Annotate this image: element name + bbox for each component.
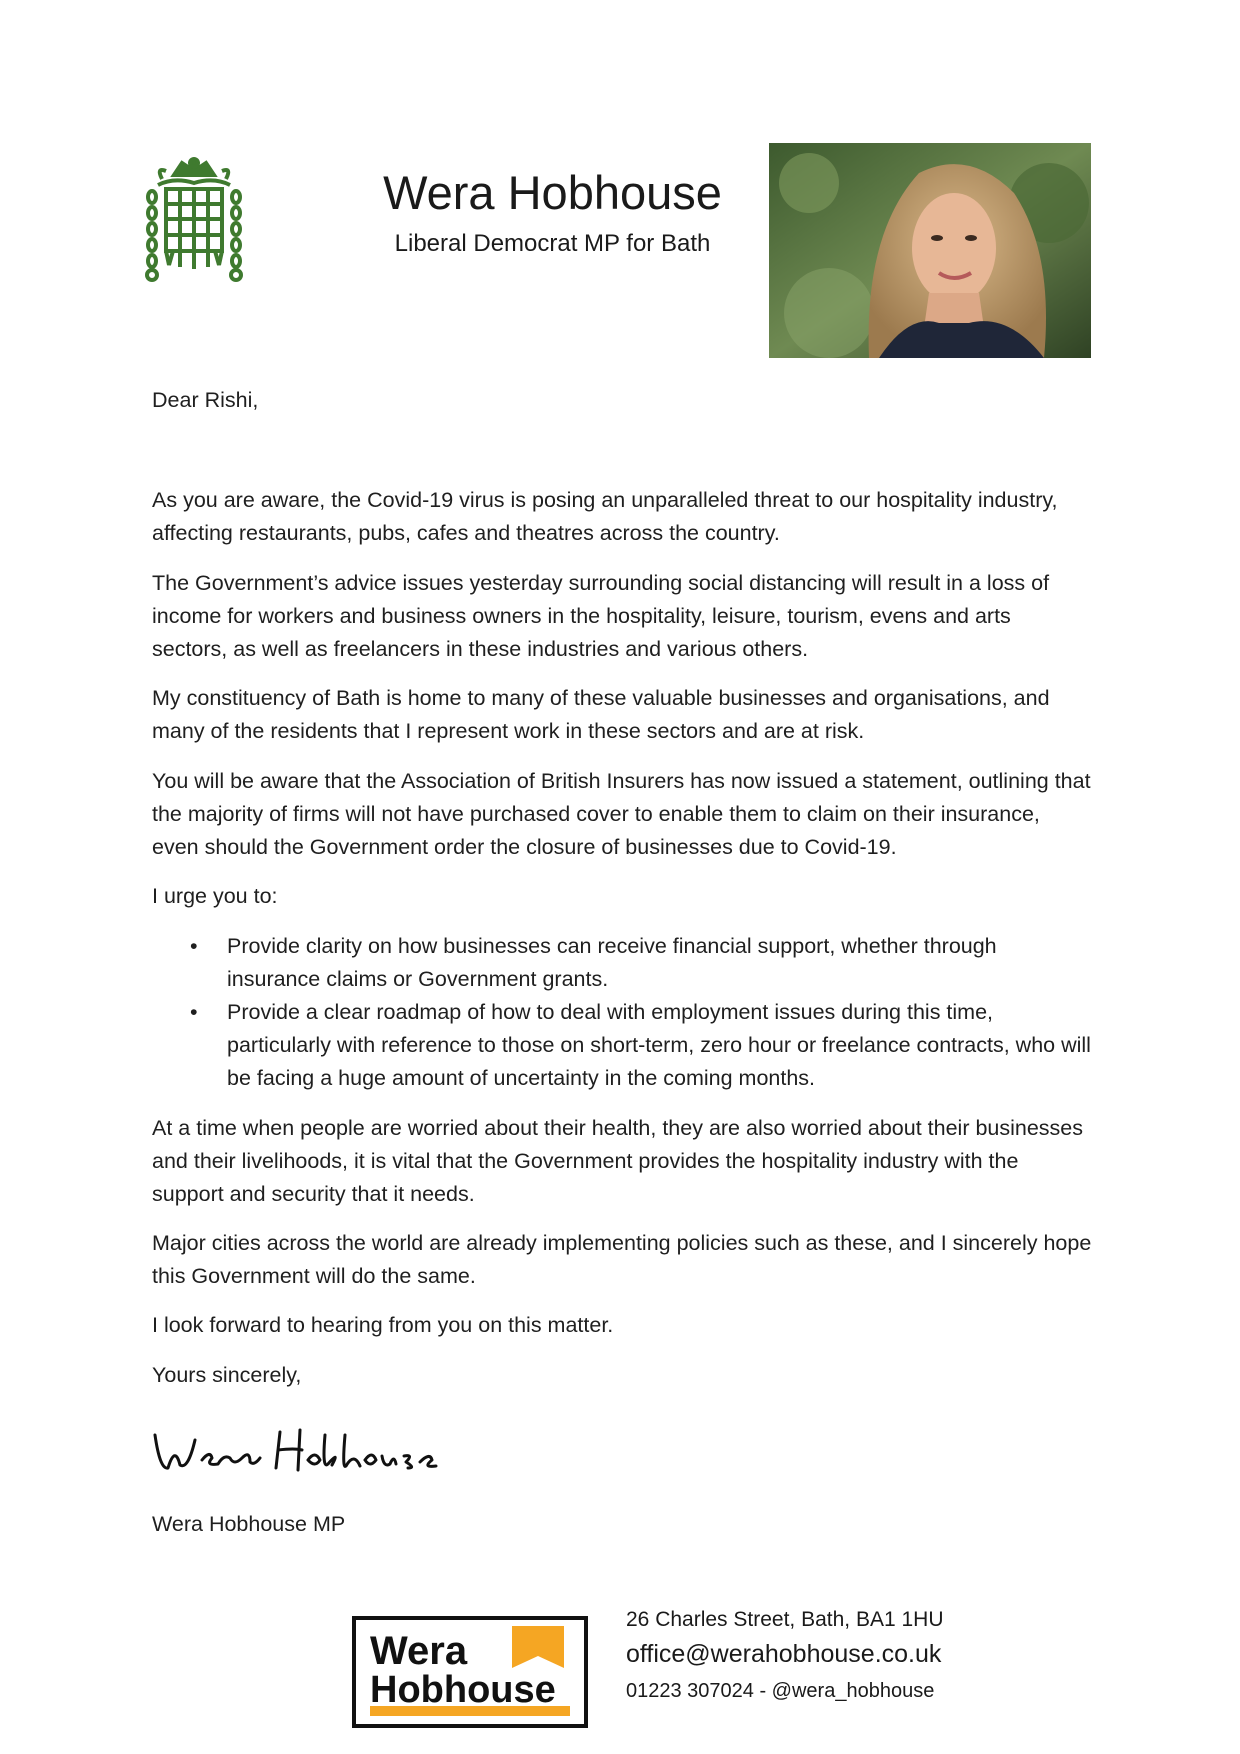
handwritten-signature	[150, 1420, 450, 1490]
bullet-list	[152, 930, 1092, 1095]
list-item	[152, 996, 1092, 1095]
bullet-text: Provide a clear roadmap of how to deal with employment issues during this time, particularly with reference to those on short-term, zero hour or freelance contracts, who will be facing a huge amount of uncertainty in the coming months.	[227, 1000, 1091, 1090]
bullet-text: Provide clarity on how businesses can receive financial support, whether through insurance claims or Government grants.	[227, 934, 997, 991]
closing: Yours sincerely,	[152, 1363, 302, 1387]
footer-phone-social: 01223 307024 - @wera_hobhouse	[626, 1680, 935, 1702]
paragraph-5: I urge you to:	[152, 884, 278, 908]
mp-role-subheading: Liberal Democrat MP for Bath	[394, 230, 711, 257]
footer-email[interactable]: office@werahobhouse.co.uk	[626, 1640, 942, 1668]
paragraph-2: The Government’s advice issues yesterday surrounding social distancing will result in a loss of income for workers and business owners in the hospitality, leisure, tourism, evens and arts sectors, as well as freelancers in these industries and various others.	[152, 571, 1050, 661]
list-item	[152, 930, 1092, 996]
salutation: Dear Rishi,	[152, 388, 259, 412]
campaign-logo	[352, 1616, 588, 1728]
paragraph-1: As you are aware, the Covid-19 virus is posing an unparalleled threat to our hospitality industry, affecting restaurants, pubs, cafes and theatres across the country.	[152, 488, 1058, 545]
signatory-name: Wera Hobhouse MP	[152, 1512, 346, 1536]
paragraph-8: I look forward to hearing from you on this matter.	[152, 1313, 614, 1337]
paragraph-6: At a time when people are worried about their health, they are also worried about their businesses and their livelihoods, it is vital that the Government provides the hospitality industry with the support and security that it needs.	[152, 1116, 1084, 1206]
bullet-dot-icon: •	[190, 1000, 198, 1024]
paragraph-4: You will be aware that the Association of British Insurers has now issued a statement, outlining that the majority of firms will not have purchased cover to enable them to claim on their insurance, even should the Government order the closure of businesses due to Covid-19.	[152, 769, 1091, 859]
mp-portrait-photo	[769, 143, 1091, 358]
footer-address: 26 Charles Street, Bath, BA1 1HU	[626, 1608, 944, 1631]
mp-name-heading: Wera Hobhouse	[383, 166, 722, 219]
portcullis-emblem	[144, 157, 244, 282]
paragraph-3: My constituency of Bath is home to many of these valuable businesses and organisations, and many of the residents that I represent work in these sectors and are at risk.	[152, 686, 1050, 743]
svg-text:Hobhouse: Hobhouse	[370, 1669, 556, 1711]
bullet-dot-icon: •	[190, 934, 198, 958]
paragraph-7: Major cities across the world are already implementing policies such as these, and I sincerely hope this Government will do the same.	[152, 1231, 1092, 1288]
svg-text:Wera: Wera	[370, 1629, 468, 1673]
